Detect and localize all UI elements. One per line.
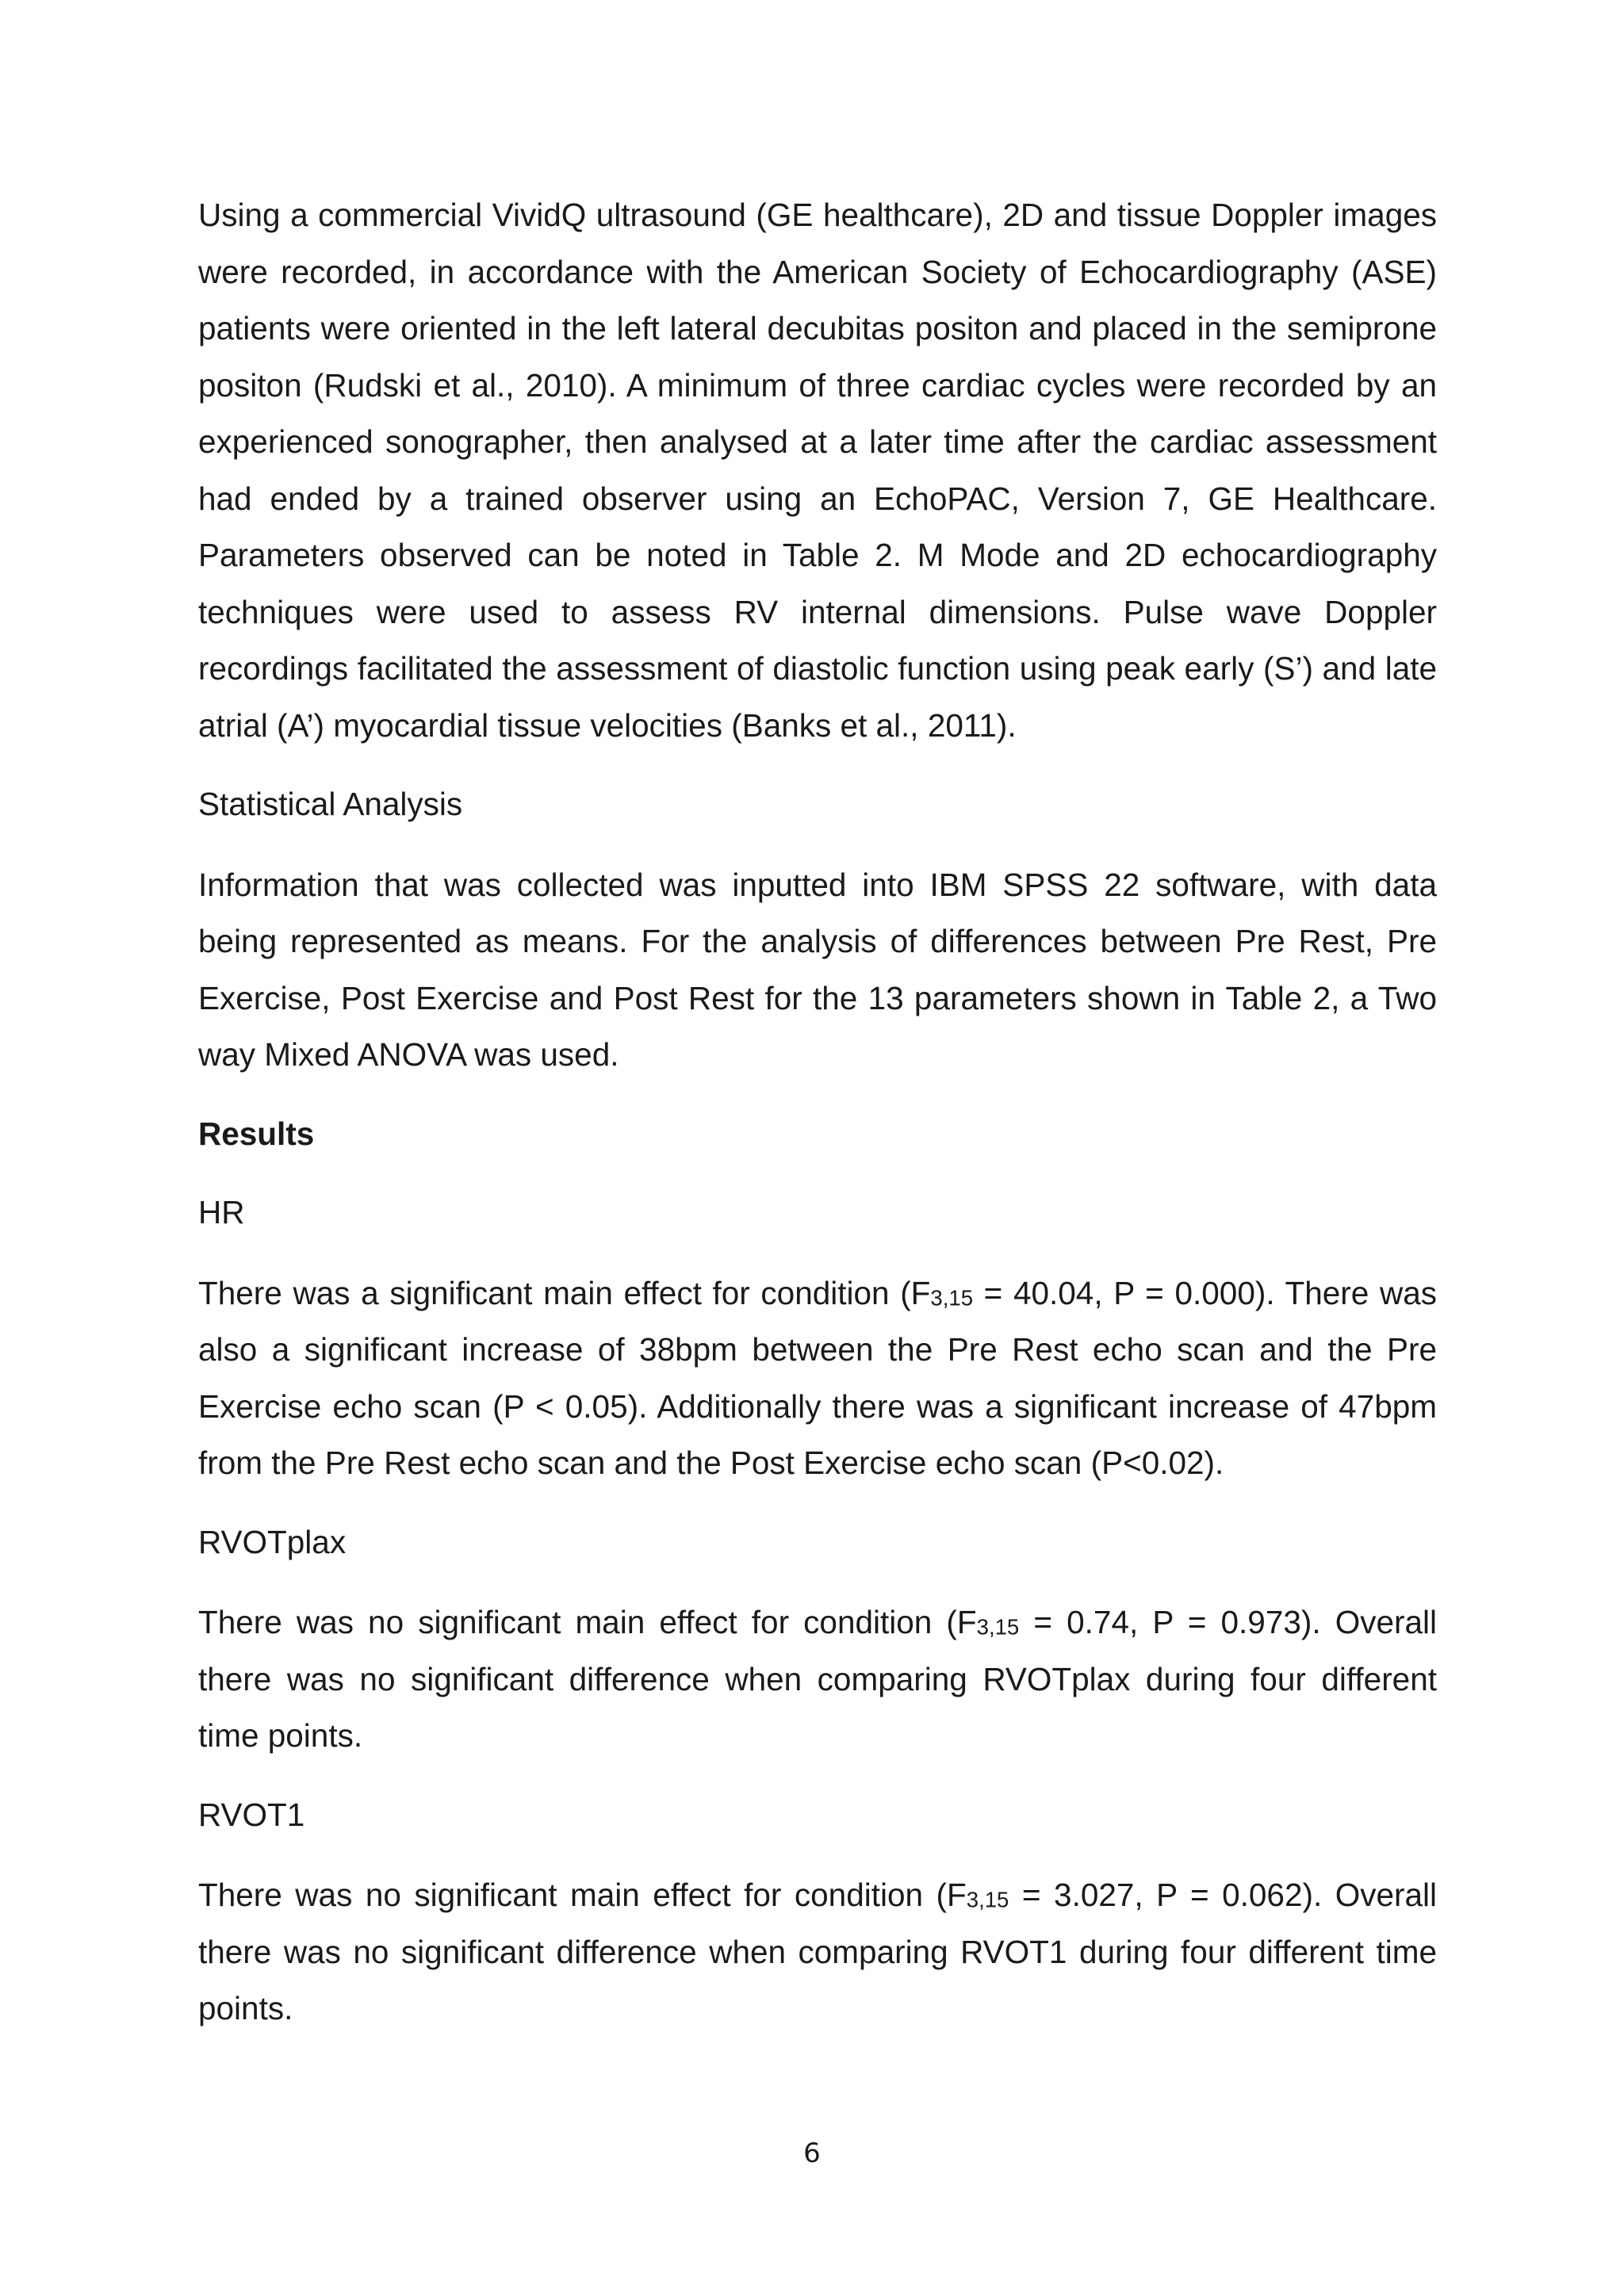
methods-paragraph: Using a commercial VividQ ultrasound (GE healthcare), 2D and tissue Doppler images were recorded, in accordance with the American Society of Echocardiography (ASE) patients were oriented in the left lateral decubitas positon and placed in the semiprone positon (Rudski et al., 2010). A minimum of three cardiac cycles were recorded by an experienced sonographer, then analysed at a later time after the cardiac assessment had ended by a trained observer using an EchoPAC, Version 7, GE Healthcare. Parameters observed can be noted in Table 2. M Mode and 2D echocardiography techniques were used to assess RV internal dimensions. Pulse wave Doppler recordings facilitated the assessment of diastolic function using peak early (S’) and late atrial (A’) myocardial tissue velocities (Banks et al., 2011).	[198, 197, 1437, 744]
statistical-analysis-paragraph: Information that was collected was inputted into IBM SPSS 22 software, with data being represented as means. For the analysis of differences between Pre Rest, Pre Exercise, Post Exercise and Post Rest for the 13 parameters shown in Table 2, a Two way Mixed ANOVA was used.	[198, 866, 1437, 1073]
f-statistic-subscript: 3,15	[976, 1614, 1020, 1640]
page-number: 6	[803, 2137, 821, 2169]
rvotplax-paragraph: There was no significant main effect for condition ($F_{3,15} = 0.74$, P = 0.973). Overall there was no significant difference when comparing RVOTplax during four different time points.	[198, 1604, 1438, 1754]
rvot1-paragraph: There was no significant main effect for condition ($F_{3,15} = 3.027$, P = 0.062). Overall there was no significant difference when comparing RVOT1 during four different time points.	[198, 1877, 1437, 2026]
results-heading: Results	[198, 1115, 315, 1152]
page-content	[198, 187, 1437, 2038]
rvot1-heading: RVOT1	[198, 1796, 305, 1833]
f-statistic-subscript: 3,15	[930, 1284, 974, 1310]
rvotplax-heading: RVOTplax	[198, 1523, 347, 1560]
f-statistic-subscript: 3,15	[966, 1887, 1009, 1912]
hr-heading: HR	[198, 1194, 245, 1230]
hr-paragraph: There was a significant main effect for condition ($F_{3,15} = 40.04$, P = 0.000). There was also a significant increase of 38bpm between the Pre Rest echo scan and the Pre Exercise echo scan (P < 0.05). Additionally there was a significant increase of 47bpm from the Pre Rest echo scan and the Post Exercise echo scan (P<0.02).	[198, 1274, 1437, 1481]
statistical-analysis-heading: Statistical Analysis	[198, 786, 463, 822]
